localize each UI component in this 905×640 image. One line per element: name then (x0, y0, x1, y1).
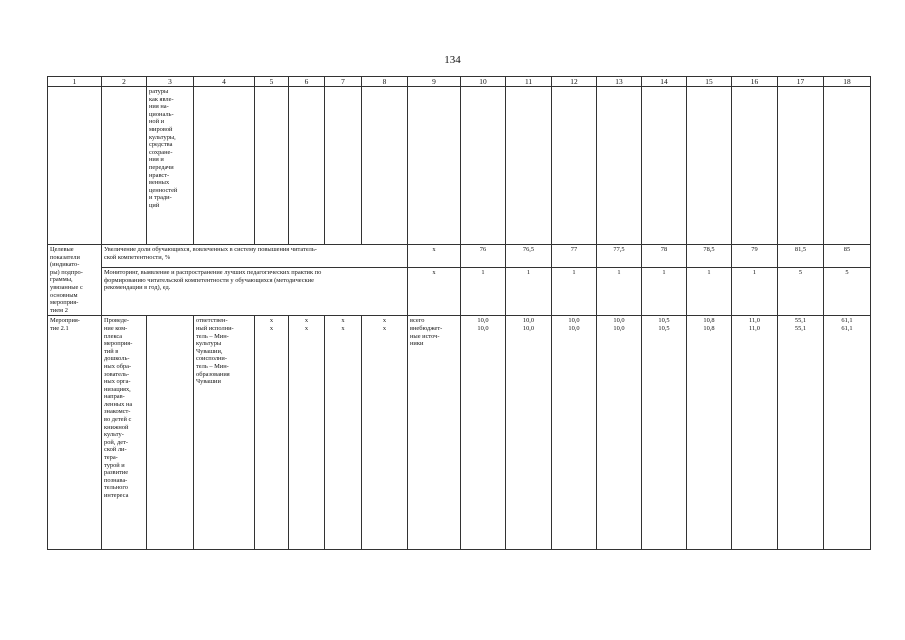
indicator-value: 79 (732, 245, 778, 268)
indicators-label: Целевые показатели (индикато- ры) подпро- граммы, увязанные с основным мероприя- тием 2 (48, 245, 102, 316)
funding-source: всего внебюджет- ные источ- ники (408, 316, 461, 550)
funding-values: 10,0 10,0 (597, 316, 642, 550)
indicator-value: 1 (597, 268, 642, 316)
empty-cell (48, 87, 102, 245)
funding-values: 10,0 10,0 (461, 316, 506, 550)
funding-values: 10,0 10,0 (552, 316, 597, 550)
column-number: 1 (48, 77, 102, 87)
column-number: 3 (147, 77, 194, 87)
column-number: 6 (289, 77, 325, 87)
column-number: 9 (408, 77, 461, 87)
indicator-value: 78 (642, 245, 687, 268)
indicator-value: 85 (824, 245, 871, 268)
activity-code: х х (325, 316, 362, 550)
column-number: 7 (325, 77, 362, 87)
activity-code: х х (255, 316, 289, 550)
column-number: 15 (687, 77, 732, 87)
activity-description: Проведе- ние ком- плекса мероприя- тий в дошколь- ных обра- зователь- ных орга- низациях, направ- ленных на знакомст- во детей с книжной культу- рой, дет- ской ли- тера- турой и развитие познава- тельного интереса (102, 316, 147, 550)
activity-row (48, 316, 871, 550)
column-number: 17 (778, 77, 824, 87)
funding-values: 61,1 61,1 (824, 316, 871, 550)
indicator-value: 77,5 (597, 245, 642, 268)
indicator-value: 76 (461, 245, 506, 268)
column-number: 11 (506, 77, 552, 87)
empty-cell (147, 316, 194, 550)
indicator-text: Мониторинг, выявление и распространение лучших педагогических практик по формированию читательской компетентности у обучающихся (методические рекомендации в год), ед. (102, 268, 408, 316)
funding-values: 10,8 10,8 (687, 316, 732, 550)
indicator-value: 1 (552, 268, 597, 316)
indicator-value: 76,5 (506, 245, 552, 268)
indicator-row (48, 245, 871, 268)
indicator-value: 1 (642, 268, 687, 316)
funding-values: 55,1 55,1 (778, 316, 824, 550)
indicator-value: 1 (461, 268, 506, 316)
indicator-row (48, 268, 871, 316)
indicator-value: 5 (824, 268, 871, 316)
indicator-value: 1 (687, 268, 732, 316)
budget-table (47, 76, 871, 550)
indicator-value: 81,5 (778, 245, 824, 268)
indicator-value: 77 (552, 245, 597, 268)
column-number: 8 (362, 77, 408, 87)
activity-executors: ответствен- ный исполни- тель – Мин- культуры Чувашии, соисполни- тель – Мин- образования Чувашии (194, 316, 255, 550)
indicator-value: 1 (506, 268, 552, 316)
funding-values: 10,0 10,0 (506, 316, 552, 550)
activity-label: Мероприя- тие 2.1 (48, 316, 102, 550)
continuation-row (48, 87, 871, 245)
column-number: 18 (824, 77, 871, 87)
column-numbers-row (48, 77, 871, 87)
column-number: 13 (597, 77, 642, 87)
indicator-mark: х (408, 245, 461, 268)
indicator-value: 1 (732, 268, 778, 316)
indicator-value: 5 (778, 268, 824, 316)
activity-code: х х (289, 316, 325, 550)
indicator-mark: х (408, 268, 461, 316)
column-number: 12 (552, 77, 597, 87)
column-number: 5 (255, 77, 289, 87)
activity-code: х х (362, 316, 408, 550)
column-number: 10 (461, 77, 506, 87)
indicator-text: Увеличение доли обучающихся, вовлеченных в систему повышения читатель- ской компетентности, % (102, 245, 408, 268)
column-number: 4 (194, 77, 255, 87)
column-number: 16 (732, 77, 778, 87)
column-number: 14 (642, 77, 687, 87)
column-number: 2 (102, 77, 147, 87)
funding-values: 11,0 11,0 (732, 316, 778, 550)
page-number: 134 (444, 54, 461, 66)
funding-values: 10,5 10,5 (642, 316, 687, 550)
empty-cell (102, 87, 147, 245)
continued-description: ратуры как явле- ния на- циональ- ной и мировой культуры, средства сохране- ния и передачи нравст- венных ценностей и тради- ций (147, 87, 194, 245)
indicator-value: 78,5 (687, 245, 732, 268)
